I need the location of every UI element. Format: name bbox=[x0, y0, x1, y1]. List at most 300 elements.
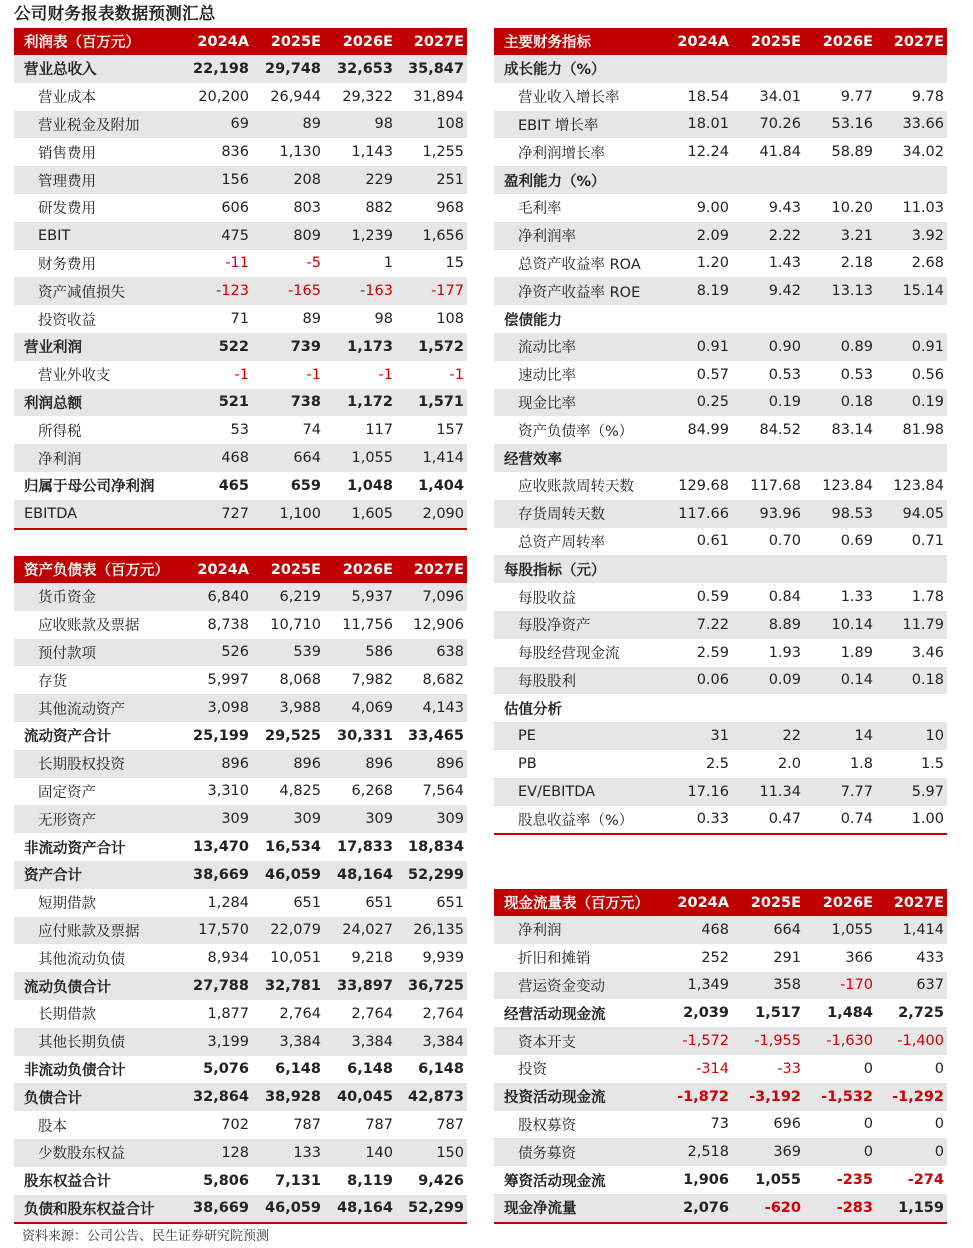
value-cell: 16,534 bbox=[265, 839, 321, 856]
value-cell: 0.19 bbox=[876, 389, 947, 417]
income-statement-table bbox=[14, 28, 467, 530]
value-cell: 5,806 bbox=[203, 1172, 249, 1189]
value-cell: 0.53 bbox=[840, 366, 873, 383]
value-cell bbox=[876, 694, 947, 722]
value-cell: 9.00 bbox=[696, 199, 729, 216]
value-cell: 7,564 bbox=[422, 783, 464, 800]
row-label: 净资产收益率 ROE bbox=[494, 277, 658, 305]
value-cell: 1.89 bbox=[840, 644, 873, 661]
table-header-row bbox=[14, 28, 467, 55]
value-cell: 53 bbox=[230, 422, 249, 439]
key-indicators-table bbox=[494, 28, 947, 835]
value-cell: 17,833 bbox=[337, 839, 393, 856]
table-row bbox=[494, 500, 947, 528]
value-cell: 8,119 bbox=[347, 1172, 393, 1189]
value-cell: 1.5 bbox=[920, 755, 944, 772]
value-cell: 93.96 bbox=[732, 500, 804, 528]
value-cell: -3,192 bbox=[732, 1083, 804, 1111]
value-cell: -11 bbox=[225, 255, 249, 272]
value-cell bbox=[658, 444, 732, 472]
year-header: 2025E bbox=[732, 28, 804, 55]
value-cell: 1,906 bbox=[683, 1172, 729, 1189]
value-cell: 896 bbox=[178, 750, 252, 778]
value-cell: 1.00 bbox=[911, 811, 944, 828]
value-cell: 81.98 bbox=[902, 422, 944, 439]
value-cell: 4,825 bbox=[279, 783, 321, 800]
value-cell: 13,470 bbox=[193, 839, 249, 856]
table-row bbox=[14, 250, 467, 278]
table-row bbox=[494, 333, 947, 361]
row-label: 应收账款及票据 bbox=[38, 618, 140, 635]
row-label: 应收账款周转天数 bbox=[518, 479, 634, 496]
value-cell: 32,653 bbox=[324, 55, 396, 83]
value-cell: 33,465 bbox=[408, 727, 464, 744]
value-cell: 3,384 bbox=[324, 1028, 396, 1056]
year-header: 2027E bbox=[396, 28, 467, 55]
value-cell: 117.66 bbox=[658, 500, 732, 528]
value-cell: -1,292 bbox=[876, 1083, 947, 1111]
year-header: 2024A bbox=[658, 28, 732, 55]
row-label: 财务费用 bbox=[38, 256, 96, 273]
value-cell: 12.24 bbox=[687, 144, 729, 161]
value-cell: 0.91 bbox=[876, 333, 947, 361]
value-cell: 0.06 bbox=[658, 667, 732, 695]
table-row bbox=[494, 1027, 947, 1055]
value-cell: 1,571 bbox=[396, 389, 467, 417]
value-cell: 1,414 bbox=[396, 444, 467, 472]
table-row bbox=[494, 999, 947, 1027]
value-cell: 10.14 bbox=[804, 611, 876, 639]
value-cell: 156 bbox=[178, 166, 252, 194]
value-cell: 1,100 bbox=[252, 500, 324, 529]
value-cell: 98 bbox=[374, 311, 393, 328]
value-cell: 0.56 bbox=[911, 366, 944, 383]
value-cell: 586 bbox=[324, 639, 396, 667]
row-label: 长期股权投资 bbox=[14, 750, 178, 778]
row-label: 净利润增长率 bbox=[518, 145, 605, 162]
row-label: 流动负债合计 bbox=[14, 972, 178, 1000]
table-header-title: 现金流量表（百万元） bbox=[494, 889, 658, 916]
value-cell: 5,937 bbox=[324, 583, 396, 611]
year-header: 2026E bbox=[804, 889, 876, 916]
value-cell: -274 bbox=[907, 1172, 944, 1189]
value-cell: 22,079 bbox=[252, 917, 324, 945]
value-cell: 1,255 bbox=[422, 144, 464, 161]
table-row bbox=[14, 583, 467, 611]
row-label: 流动资产合计 bbox=[24, 729, 111, 746]
year-header: 2025E bbox=[732, 889, 804, 916]
value-cell: 98 bbox=[324, 111, 396, 139]
value-cell: 882 bbox=[365, 199, 393, 216]
value-cell: 521 bbox=[178, 389, 252, 417]
row-label: 投资活动现金流 bbox=[494, 1083, 658, 1111]
table-row bbox=[494, 55, 947, 83]
table-row bbox=[14, 750, 467, 778]
row-label: EBIT 增长率 bbox=[494, 111, 658, 139]
value-cell: 0.57 bbox=[696, 366, 729, 383]
value-cell: 1,877 bbox=[207, 1005, 249, 1022]
value-cell: 18.54 bbox=[687, 88, 729, 105]
table-row bbox=[494, 528, 947, 556]
value-cell: -177 bbox=[396, 277, 467, 305]
value-cell: 9,939 bbox=[422, 950, 464, 967]
value-cell: 15.14 bbox=[876, 277, 947, 305]
row-label: 现金比率 bbox=[494, 389, 658, 417]
table-row bbox=[14, 472, 467, 500]
value-cell: 32,864 bbox=[178, 1083, 252, 1111]
value-cell: 0 bbox=[934, 1116, 944, 1133]
table-row bbox=[14, 194, 467, 222]
value-cell: -1,872 bbox=[658, 1083, 732, 1111]
row-label: 总资产周转率 bbox=[518, 534, 605, 551]
value-cell: 18.01 bbox=[658, 111, 732, 139]
value-cell: 150 bbox=[396, 1139, 467, 1167]
table-row bbox=[14, 1028, 467, 1056]
value-cell: 73 bbox=[710, 1116, 729, 1133]
value-cell bbox=[876, 166, 947, 194]
value-cell: 739 bbox=[252, 333, 324, 361]
value-cell: 1,572 bbox=[396, 333, 467, 361]
value-cell: 1,517 bbox=[755, 1005, 801, 1022]
value-cell: 35,847 bbox=[396, 55, 467, 83]
value-cell: 1.33 bbox=[840, 589, 873, 606]
value-cell: 29,322 bbox=[342, 88, 393, 105]
year-header: 2025E bbox=[252, 556, 324, 583]
value-cell: 896 bbox=[252, 750, 324, 778]
table-row bbox=[494, 83, 947, 111]
value-cell: 651 bbox=[436, 894, 464, 911]
value-cell: 9.78 bbox=[911, 88, 944, 105]
value-cell: 1,130 bbox=[279, 144, 321, 161]
value-cell: 108 bbox=[436, 311, 464, 328]
value-cell bbox=[876, 555, 947, 583]
value-cell: 8.19 bbox=[658, 277, 732, 305]
year-header: 2025E bbox=[252, 28, 324, 55]
value-cell bbox=[804, 444, 876, 472]
value-cell: 29,525 bbox=[265, 727, 321, 744]
value-cell: 0.18 bbox=[804, 389, 876, 417]
table-row bbox=[14, 166, 467, 194]
year-header: 2027E bbox=[876, 889, 947, 916]
value-cell: 3,199 bbox=[178, 1028, 252, 1056]
table-header-row bbox=[494, 889, 947, 916]
value-cell: 8,934 bbox=[207, 950, 249, 967]
value-cell: 0.59 bbox=[696, 589, 729, 606]
year-header: 2026E bbox=[324, 556, 396, 583]
table-row bbox=[14, 1111, 467, 1139]
value-cell: 0.61 bbox=[696, 533, 729, 550]
table-row bbox=[14, 1000, 467, 1028]
row-label: 应付账款及票据 bbox=[14, 917, 178, 945]
value-cell: 7,982 bbox=[351, 672, 393, 689]
value-cell: 31 bbox=[658, 722, 732, 750]
value-cell bbox=[876, 305, 947, 333]
row-label: 股东权益合计 bbox=[24, 1174, 111, 1191]
value-cell: 1,605 bbox=[324, 500, 396, 529]
value-cell: 664 bbox=[252, 444, 324, 472]
row-label: 少数股东权益 bbox=[14, 1139, 178, 1167]
value-cell bbox=[804, 694, 876, 722]
value-cell: 34.01 bbox=[759, 88, 801, 105]
table-row bbox=[14, 1083, 467, 1111]
value-cell: 0 bbox=[876, 1138, 947, 1166]
value-cell: 1.43 bbox=[768, 255, 801, 272]
value-cell: 1,173 bbox=[324, 333, 396, 361]
value-cell bbox=[732, 305, 804, 333]
value-cell: 5,076 bbox=[203, 1061, 249, 1078]
value-cell: 3,384 bbox=[396, 1028, 467, 1056]
row-label: 总资产收益率 ROA bbox=[518, 256, 641, 273]
value-cell: 98.53 bbox=[804, 500, 876, 528]
table-row bbox=[14, 305, 467, 333]
value-cell: 38,928 bbox=[252, 1083, 324, 1111]
table-row bbox=[14, 416, 467, 444]
row-label: 存货 bbox=[38, 673, 67, 690]
value-cell: 738 bbox=[252, 389, 324, 417]
value-cell bbox=[804, 166, 876, 194]
row-label: 净利润 bbox=[14, 444, 178, 472]
value-cell: 140 bbox=[324, 1139, 396, 1167]
value-cell: 123.84 bbox=[893, 477, 944, 494]
row-label: 筹资活动现金流 bbox=[504, 1173, 606, 1190]
table-row bbox=[14, 138, 467, 166]
value-cell: 0.18 bbox=[876, 667, 947, 695]
value-cell: 208 bbox=[252, 166, 324, 194]
row-label: 债务募资 bbox=[494, 1138, 658, 1166]
value-cell: 3,098 bbox=[178, 694, 252, 722]
value-cell bbox=[876, 55, 947, 83]
row-label: 折旧和摊销 bbox=[518, 951, 591, 968]
row-label: 投资 bbox=[518, 1062, 547, 1079]
value-cell: 0.74 bbox=[840, 811, 873, 828]
page-title: 公司财务报表数据预测汇总 bbox=[14, 4, 216, 23]
value-cell: 0 bbox=[934, 1060, 944, 1077]
value-cell: -620 bbox=[732, 1194, 804, 1223]
value-cell: 24,027 bbox=[324, 917, 396, 945]
value-cell: 696 bbox=[773, 1116, 801, 1133]
value-cell: 33.66 bbox=[876, 111, 947, 139]
value-cell: 475 bbox=[178, 222, 252, 250]
year-header: 2026E bbox=[804, 28, 876, 55]
table-row bbox=[494, 944, 947, 972]
value-cell: 664 bbox=[732, 916, 804, 944]
row-label: 营业收入增长率 bbox=[518, 90, 620, 107]
value-cell: 6,148 bbox=[418, 1061, 464, 1078]
value-cell: 468 bbox=[178, 444, 252, 472]
value-cell: 638 bbox=[396, 639, 467, 667]
value-cell: 1,404 bbox=[418, 477, 464, 494]
value-cell: 0.69 bbox=[840, 533, 873, 550]
value-cell: 14 bbox=[804, 722, 876, 750]
value-cell: 26,944 bbox=[270, 88, 321, 105]
value-cell: 128 bbox=[178, 1139, 252, 1167]
value-cell: 5,997 bbox=[207, 672, 249, 689]
value-cell: -33 bbox=[777, 1060, 801, 1077]
value-cell bbox=[658, 694, 732, 722]
value-cell: -1,532 bbox=[804, 1083, 876, 1111]
value-cell bbox=[804, 305, 876, 333]
row-label: 无形资产 bbox=[14, 805, 178, 833]
value-cell bbox=[658, 555, 732, 583]
value-cell: 10.20 bbox=[831, 199, 873, 216]
value-cell bbox=[658, 305, 732, 333]
value-cell: 0.47 bbox=[768, 811, 801, 828]
value-cell: 3.46 bbox=[911, 644, 944, 661]
value-cell: 252 bbox=[701, 949, 729, 966]
value-cell: 7,131 bbox=[275, 1172, 321, 1189]
row-label: 管理费用 bbox=[14, 166, 178, 194]
value-cell: 2.5 bbox=[705, 755, 729, 772]
table-row bbox=[494, 305, 947, 333]
table-row bbox=[14, 889, 467, 917]
value-cell: 2.68 bbox=[911, 255, 944, 272]
table-row bbox=[494, 277, 947, 305]
value-cell: 803 bbox=[293, 199, 321, 216]
value-cell: 0.91 bbox=[658, 333, 732, 361]
value-cell: 1,284 bbox=[207, 894, 249, 911]
year-header: 2026E bbox=[324, 28, 396, 55]
value-cell bbox=[732, 555, 804, 583]
row-label: 股息收益率（%） bbox=[518, 812, 634, 829]
value-cell: 0 bbox=[863, 1060, 873, 1077]
value-cell: 0.84 bbox=[768, 589, 801, 606]
value-cell: 1,484 bbox=[827, 1005, 873, 1022]
row-label: 资本开支 bbox=[494, 1027, 658, 1055]
value-cell: 7,096 bbox=[396, 583, 467, 611]
table-row bbox=[494, 1194, 947, 1223]
row-label: 货币资金 bbox=[14, 583, 178, 611]
value-cell: 48,164 bbox=[324, 1195, 396, 1224]
value-cell: 4,069 bbox=[324, 694, 396, 722]
value-cell: -1 bbox=[306, 366, 321, 383]
value-cell: 46,059 bbox=[252, 1195, 324, 1224]
table-row bbox=[14, 55, 467, 83]
value-cell: 89 bbox=[302, 311, 321, 328]
row-label: 其他流动负债 bbox=[38, 951, 125, 968]
value-cell: 651 bbox=[293, 894, 321, 911]
value-cell: 17,570 bbox=[178, 917, 252, 945]
value-cell: 84.52 bbox=[759, 422, 801, 439]
value-cell: 0 bbox=[804, 1138, 876, 1166]
value-cell: -5 bbox=[306, 255, 321, 272]
row-label: 现金净流量 bbox=[494, 1194, 658, 1223]
value-cell: 3.21 bbox=[804, 222, 876, 250]
table-row bbox=[14, 639, 467, 667]
table-row bbox=[494, 583, 947, 611]
value-cell: 5.97 bbox=[876, 778, 947, 806]
table-row bbox=[14, 361, 467, 389]
year-header: 2027E bbox=[876, 28, 947, 55]
value-cell: 71 bbox=[230, 311, 249, 328]
value-cell: 366 bbox=[845, 949, 873, 966]
value-cell: 0.90 bbox=[732, 333, 804, 361]
value-cell bbox=[804, 55, 876, 83]
row-label: 预付款项 bbox=[14, 639, 178, 667]
value-cell: 1.93 bbox=[768, 644, 801, 661]
value-cell: 46,059 bbox=[252, 861, 324, 889]
source-note: 资料来源：公司公告、民生证券研究院预测 bbox=[22, 1229, 270, 1244]
row-label: 负债合计 bbox=[14, 1083, 178, 1111]
value-cell: 896 bbox=[396, 750, 467, 778]
value-cell: 1,055 bbox=[804, 916, 876, 944]
year-header: 2024A bbox=[178, 556, 252, 583]
value-cell: 1,239 bbox=[324, 222, 396, 250]
table-row bbox=[494, 250, 947, 278]
value-cell: -165 bbox=[252, 277, 324, 305]
value-cell: 123.84 bbox=[822, 477, 873, 494]
row-label: 负债和股东权益合计 bbox=[14, 1195, 178, 1224]
value-cell: 1,159 bbox=[876, 1194, 947, 1223]
value-cell: 129.68 bbox=[678, 477, 729, 494]
value-cell: 2,764 bbox=[422, 1005, 464, 1022]
value-cell: 1.8 bbox=[849, 755, 873, 772]
row-label: 流动比率 bbox=[494, 333, 658, 361]
value-cell: 6,148 bbox=[347, 1061, 393, 1078]
value-cell: 15 bbox=[445, 255, 464, 272]
table-row bbox=[494, 694, 947, 722]
table-row bbox=[14, 444, 467, 472]
row-label: 存货周转天数 bbox=[494, 500, 658, 528]
value-cell bbox=[658, 55, 732, 83]
value-cell: 42,873 bbox=[396, 1083, 467, 1111]
value-cell: -1 bbox=[449, 366, 464, 383]
value-cell: 17.16 bbox=[658, 778, 732, 806]
value-cell: 0.25 bbox=[658, 389, 732, 417]
value-cell: 33,897 bbox=[324, 972, 396, 1000]
value-cell: 6,219 bbox=[252, 583, 324, 611]
value-cell: 3,310 bbox=[207, 783, 249, 800]
row-label: 每股经营现金流 bbox=[518, 646, 620, 663]
table-row bbox=[14, 778, 467, 806]
row-label: 成长能力（%） bbox=[494, 55, 658, 83]
value-cell: 1,048 bbox=[347, 477, 393, 494]
table-row bbox=[14, 917, 467, 945]
value-cell: 29,748 bbox=[252, 55, 324, 83]
value-cell: 7.77 bbox=[804, 778, 876, 806]
value-cell: 702 bbox=[221, 1117, 249, 1134]
value-cell: 522 bbox=[178, 333, 252, 361]
value-cell: 809 bbox=[252, 222, 324, 250]
row-label: 估值分析 bbox=[504, 701, 562, 718]
value-cell: 117.68 bbox=[750, 477, 801, 494]
value-cell: -283 bbox=[804, 1194, 876, 1223]
table-row bbox=[14, 611, 467, 639]
value-cell: 83.14 bbox=[831, 422, 873, 439]
row-label: 非流动资产合计 bbox=[24, 840, 126, 857]
value-cell: -1,572 bbox=[658, 1027, 732, 1055]
value-cell: 251 bbox=[396, 166, 467, 194]
value-cell: 0.33 bbox=[696, 811, 729, 828]
row-label: EBIT bbox=[14, 222, 178, 250]
row-label: 短期借款 bbox=[38, 896, 96, 913]
value-cell: 10,710 bbox=[270, 616, 321, 633]
value-cell: 787 bbox=[293, 1117, 321, 1134]
row-label: EBITDA bbox=[14, 500, 178, 529]
value-cell: 2.09 bbox=[658, 222, 732, 250]
row-label: 资产减值损失 bbox=[14, 277, 178, 305]
value-cell: -123 bbox=[178, 277, 252, 305]
value-cell: 468 bbox=[658, 916, 732, 944]
table-header-row bbox=[14, 556, 467, 583]
value-cell: 30,331 bbox=[337, 727, 393, 744]
table-row bbox=[14, 277, 467, 305]
value-cell: 27,788 bbox=[178, 972, 252, 1000]
value-cell: -1,955 bbox=[732, 1027, 804, 1055]
value-cell: -1 bbox=[234, 366, 249, 383]
row-label: 经营活动现金流 bbox=[504, 1006, 606, 1023]
cash-flow-table bbox=[494, 889, 947, 1224]
year-header: 2024A bbox=[178, 28, 252, 55]
